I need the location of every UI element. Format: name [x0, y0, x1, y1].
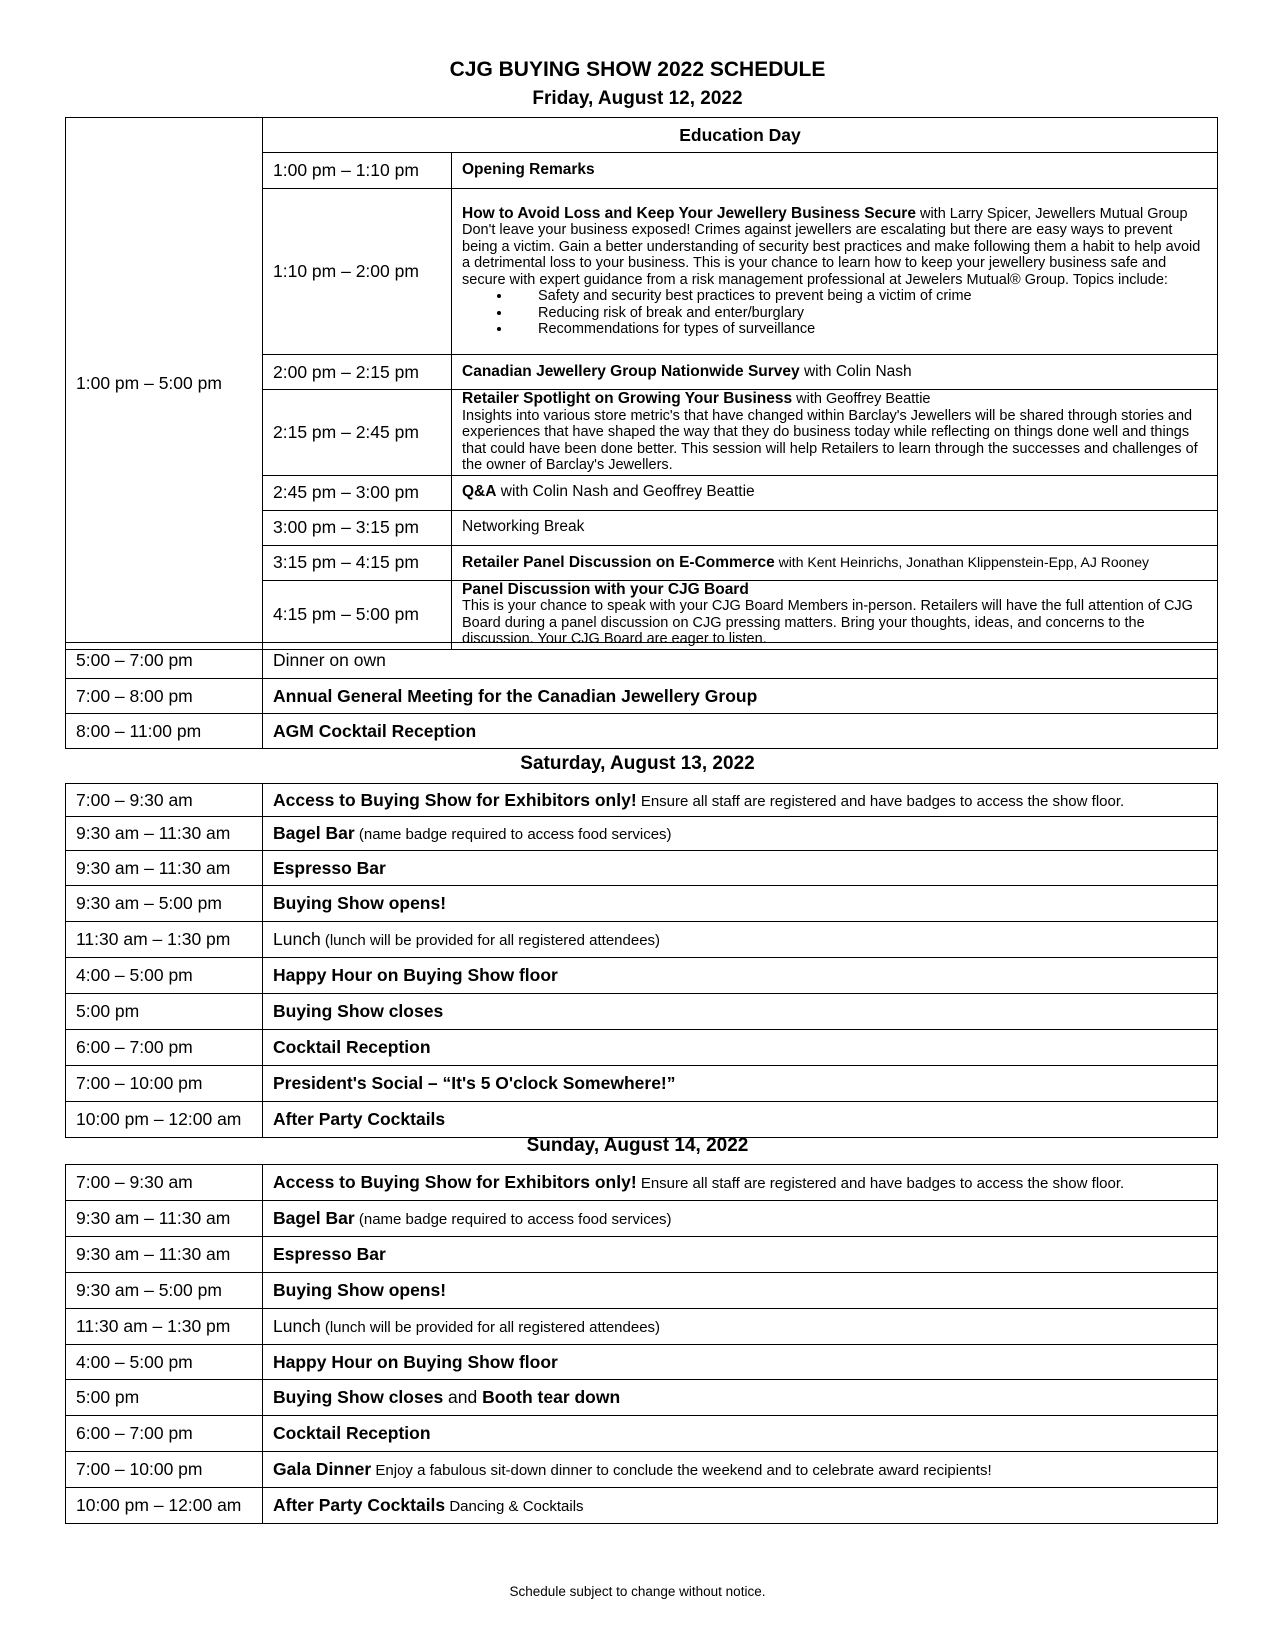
row-time: 9:30 am – 11:30 am: [66, 1237, 263, 1273]
row-event: Espresso Bar: [263, 1237, 1218, 1273]
table-row: [66, 994, 1218, 1030]
session-description: This is your chance to speak with your CJG Board Members in-person. Retailers will have the full attention of CJG Board during a panel discussion on CJG pressing matters. Bring your thoughts, ideas, and concerns to the discussion. Your CJG Board are eager to listen.: [462, 598, 1193, 647]
session-speaker: with Geoffrey Beattie: [792, 391, 931, 407]
row-event: Lunch (lunch will be provided for all registered attendees): [263, 1309, 1218, 1345]
session-detail: [452, 189, 1218, 355]
table-row: [66, 851, 1218, 886]
table-row: [66, 817, 1218, 851]
session-time: 2:45 pm – 3:00 pm: [263, 475, 452, 510]
row-event: Buying Show closes and Booth tear down: [263, 1380, 1218, 1416]
row-event: Cocktail Reception: [263, 1030, 1218, 1066]
sunday-heading: Sunday, August 14, 2022: [526, 1135, 749, 1156]
table-row: [66, 922, 1218, 958]
row-time: 5:00 pm: [66, 1380, 263, 1416]
session-title: Retailer Spotlight on Growing Your Business: [462, 390, 793, 407]
table-row: [66, 1066, 1218, 1102]
table-row: [66, 1309, 1218, 1345]
row-time: 9:30 am – 11:30 am: [66, 851, 263, 886]
session-title: Panel Discussion with your CJG Board: [462, 580, 749, 598]
row-event: Access to Buying Show for Exhibitors only! Ensure all staff are registered and have badges to access the show floor.: [263, 784, 1218, 817]
table-row: [66, 1345, 1218, 1380]
session-title: How to Avoid Loss and Keep Your Jewellery Business Secure: [462, 204, 916, 222]
row-time: 7:00 – 9:30 am: [66, 1165, 263, 1201]
row-time: 11:30 am – 1:30 pm: [66, 1309, 263, 1345]
row-event: Bagel Bar (name badge required to access food services): [263, 817, 1218, 851]
row-event: After Party Cocktails Dancing & Cocktails: [263, 1488, 1218, 1524]
table-row: [66, 679, 1218, 714]
education-block-time: 1:00 pm – 5:00 pm: [66, 118, 263, 650]
friday-evening-table: [65, 642, 1218, 749]
row-time: 6:00 – 7:00 pm: [66, 1030, 263, 1066]
row-event: Espresso Bar: [263, 851, 1218, 886]
list-item: • Reducing risk of break and enter/burglary: [512, 305, 1207, 322]
row-event: Annual General Meeting for the Canadian Jewellery Group: [263, 679, 1218, 714]
row-event: Access to Buying Show for Exhibitors only! Ensure all staff are registered and have badges to access the show floor.: [263, 1165, 1218, 1201]
row-time: 4:00 – 5:00 pm: [66, 1345, 263, 1380]
table-row: [66, 1237, 1218, 1273]
session-time: 2:15 pm – 2:45 pm: [263, 390, 452, 476]
table-row: [66, 643, 1218, 679]
friday-table: [65, 117, 1218, 650]
row-time: 7:00 – 10:00 pm: [66, 1066, 263, 1102]
session-time: 4:15 pm – 5:00 pm: [263, 580, 452, 649]
session-detail: [452, 390, 1218, 476]
session-detail: Retailer Panel Discussion on E-Commerce with Kent Heinrichs, Jonathan Klippenstein-Epp, AJ Rooney: [452, 545, 1218, 580]
list-item: • Safety and security best practices to prevent being a victim of crime: [512, 288, 1207, 305]
row-time: 9:30 am – 5:00 pm: [66, 886, 263, 922]
saturday-heading: Saturday, August 13, 2022: [520, 753, 755, 774]
row-time: 6:00 – 7:00 pm: [66, 1416, 263, 1452]
row-time: 10:00 pm – 12:00 am: [66, 1102, 263, 1138]
row-time: 5:00 – 7:00 pm: [66, 643, 263, 679]
row-event: Buying Show opens!: [263, 1273, 1218, 1309]
row-time: 10:00 pm – 12:00 am: [66, 1488, 263, 1524]
table-row: [66, 1380, 1218, 1416]
session-time: 3:15 pm – 4:15 pm: [263, 545, 452, 580]
row-time: 7:00 – 10:00 pm: [66, 1452, 263, 1488]
row-time: 4:00 – 5:00 pm: [66, 958, 263, 994]
row-event: Buying Show opens!: [263, 886, 1218, 922]
row-event: President's Social – “It's 5 O'clock Somewhere!”: [263, 1066, 1218, 1102]
row-time: 11:30 am – 1:30 pm: [66, 922, 263, 958]
session-time: 1:00 pm – 1:10 pm: [263, 153, 452, 189]
table-row: [66, 1416, 1218, 1452]
table-row: [66, 1488, 1218, 1524]
row-event: After Party Cocktails: [263, 1102, 1218, 1138]
table-row: [66, 886, 1218, 922]
row-time: 5:00 pm: [66, 994, 263, 1030]
session-detail: Networking Break: [452, 510, 1218, 545]
footnote: Schedule subject to change without notice.: [509, 1584, 766, 1599]
row-time: 9:30 am – 11:30 am: [66, 1201, 263, 1237]
sunday-table: [65, 1164, 1218, 1524]
row-event: Lunch (lunch will be provided for all registered attendees): [263, 922, 1218, 958]
row-time: 7:00 – 9:30 am: [66, 784, 263, 817]
session-speaker: with Larry Spicer, Jewellers Mutual Group: [915, 205, 1188, 222]
row-event: Bagel Bar (name badge required to access food services): [263, 1201, 1218, 1237]
session-time: 1:10 pm – 2:00 pm: [263, 189, 452, 355]
row-event: Gala Dinner Enjoy a fabulous sit-down dinner to conclude the weekend and to celebrate award recipients!: [263, 1452, 1218, 1488]
friday-heading: Friday, August 12, 2022: [532, 88, 743, 109]
table-row: [66, 714, 1218, 749]
session-description: Insights into various store metric's that have changed within Barclay's Jewellers will be shared through stories and experiences that have shaped the way that they do business today while reflecting on things done well and things that could have been done better. This session will help Retailers to learn through the successes and challenges of the owner of Barclay's Jewellers.: [462, 407, 1198, 473]
row-event: Happy Hour on Buying Show floor: [263, 958, 1218, 994]
education-day-heading: Education Day: [263, 118, 1218, 153]
row-event: Happy Hour on Buying Show floor: [263, 1345, 1218, 1380]
table-row: [66, 1030, 1218, 1066]
page-title: CJG BUYING SHOW 2022 SCHEDULE: [449, 58, 826, 81]
table-row: [66, 784, 1218, 817]
row-time: 9:30 am – 5:00 pm: [66, 1273, 263, 1309]
row-event: Cocktail Reception: [263, 1416, 1218, 1452]
row-time: 8:00 – 11:00 pm: [66, 714, 263, 749]
table-row: [66, 1102, 1218, 1138]
table-row: [66, 1273, 1218, 1309]
topics-list: [462, 288, 1207, 338]
table-row: [66, 1201, 1218, 1237]
row-event: Buying Show closes: [263, 994, 1218, 1030]
session-detail: Q&A with Colin Nash and Geoffrey Beattie: [452, 475, 1218, 510]
table-row: [66, 958, 1218, 994]
session-title: Opening Remarks: [452, 153, 1218, 189]
table-row: [66, 1165, 1218, 1201]
session-detail: Canadian Jewellery Group Nationwide Survey with Colin Nash: [452, 355, 1218, 390]
saturday-table: [65, 783, 1218, 1138]
row-event: AGM Cocktail Reception: [263, 714, 1218, 749]
list-item: • Recommendations for types of surveillance: [512, 321, 1207, 338]
session-description: Don't leave your business exposed! Crimes against jewellers are escalating but there are easy ways to prevent being a victim. Gain a better understanding of security best practices and make following them a habit to help avoid a detrimental loss to your business. This is your chance to learn how to keep your jewellery business safe and secure with expert guidance from a risk management professional at Jewelers Mutual® Group. Topics include:: [462, 222, 1201, 288]
table-row: [66, 1452, 1218, 1488]
session-detail: [452, 580, 1218, 649]
row-time: 7:00 – 8:00 pm: [66, 679, 263, 714]
row-event: Dinner on own: [263, 643, 1218, 679]
session-time: 2:00 pm – 2:15 pm: [263, 355, 452, 390]
session-time: 3:00 pm – 3:15 pm: [263, 510, 452, 545]
row-time: 9:30 am – 11:30 am: [66, 817, 263, 851]
